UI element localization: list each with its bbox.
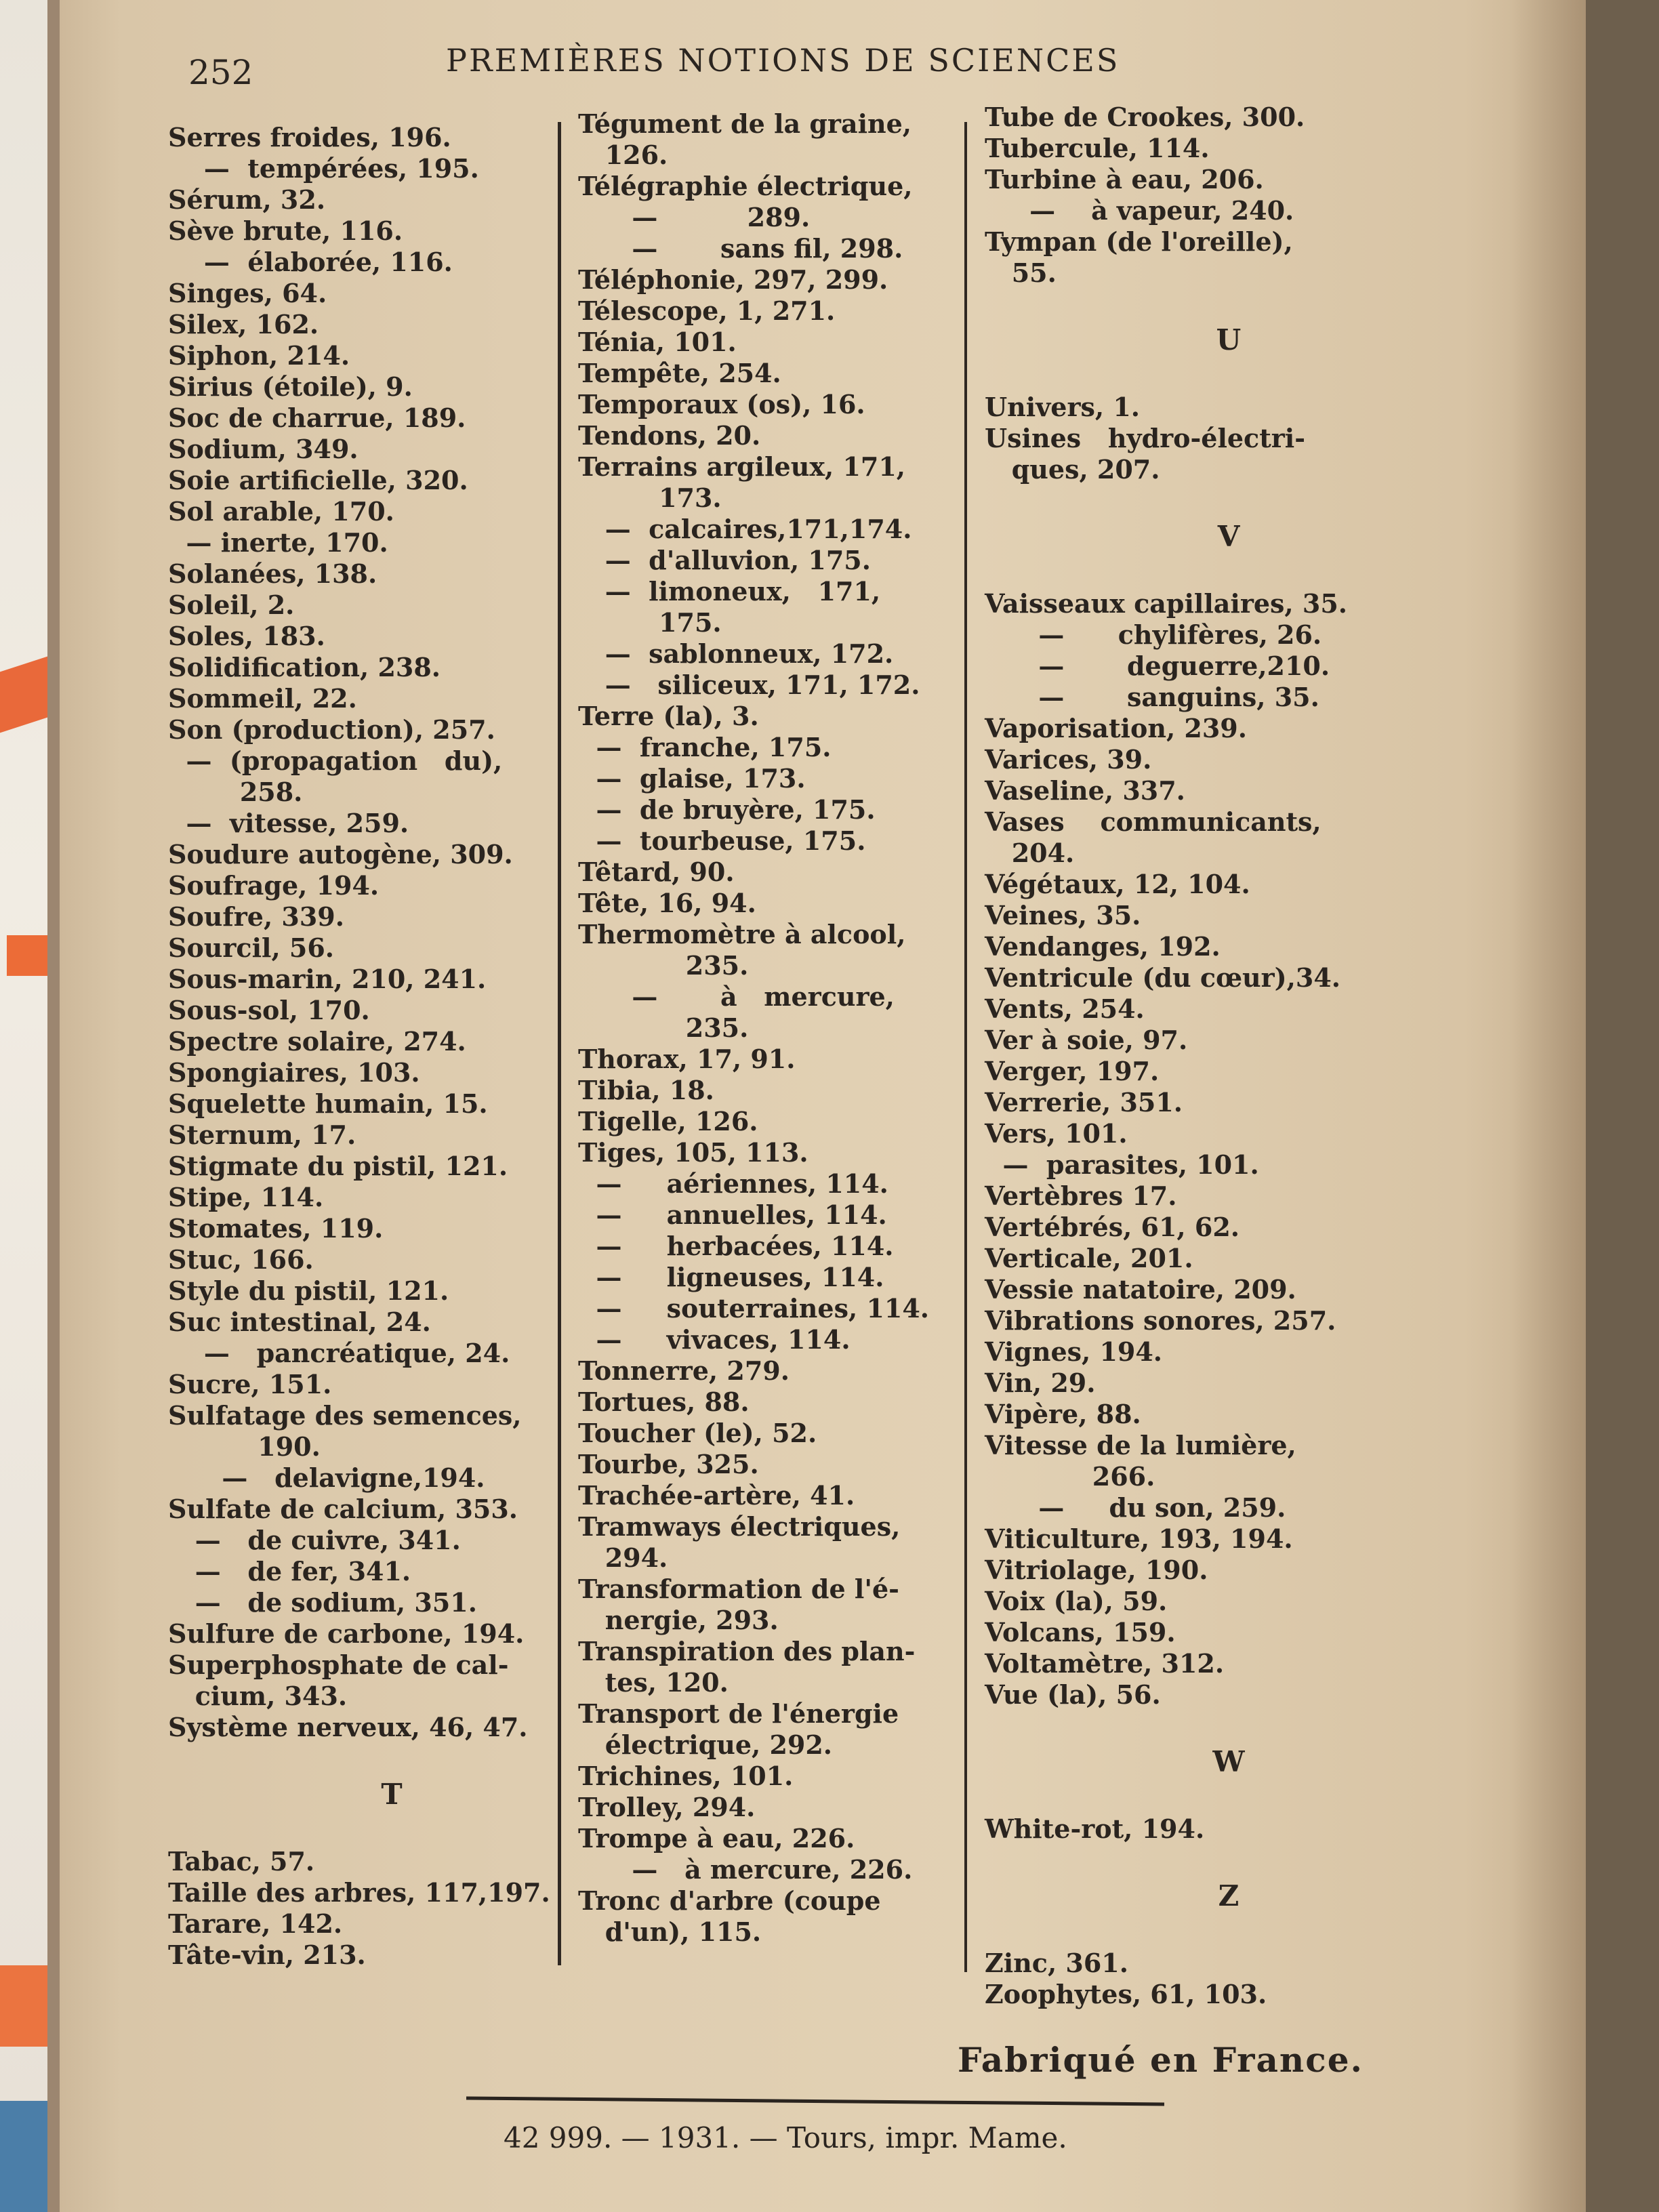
index-entry: Serres froides, 196. [168, 122, 451, 152]
index-entry: — annuelles, 114. [578, 1200, 887, 1230]
index-entry: Vue (la), 56. [985, 1679, 1161, 1710]
index-entry: Sucre, 151. [168, 1369, 332, 1399]
index-entry: ques, 207. [985, 454, 1160, 485]
index-entry: Singes, 64. [168, 278, 327, 308]
index-entry: Stipe, 114. [168, 1182, 324, 1212]
index-entry: Veines, 35. [985, 900, 1141, 930]
index-entry: Vessie natatoire, 209. [985, 1274, 1296, 1305]
index-entry: Ver à soie, 97. [985, 1025, 1188, 1055]
index-entry: Vases communicants, [985, 806, 1322, 837]
index-entry: Tympan (de l'oreille), [985, 226, 1293, 257]
index-entry: Stuc, 166. [168, 1244, 314, 1275]
index-entry: Superphosphate de cal- [168, 1650, 509, 1680]
index-entry: Sommeil, 22. [168, 683, 357, 714]
index-entry: Tâte-vin, 213. [168, 1940, 366, 1970]
index-entry: 173. [578, 483, 722, 513]
index-entry: Vers, 101. [985, 1118, 1128, 1149]
index-entry: — parasites, 101. [985, 1149, 1259, 1180]
index-entry: Suc intestinal, 24. [168, 1307, 431, 1337]
index-entry: — élaborée, 116. [168, 247, 453, 277]
index-entry: — vivaces, 114. [578, 1324, 851, 1355]
index-entry: Sirius (étoile), 9. [168, 371, 413, 402]
blank-line [985, 1917, 1473, 1948]
index-entry: Vents, 254. [985, 994, 1145, 1024]
index-entry: Tarare, 142. [168, 1908, 343, 1939]
index-entry: Style du pistil, 121. [168, 1275, 449, 1306]
book-page [47, 0, 1586, 2212]
index-column-3 [985, 102, 1473, 2010]
index-entry: — aériennes, 114. [578, 1168, 888, 1199]
blank-line [985, 557, 1473, 588]
index-entry: 235. [578, 950, 749, 981]
index-entry: — chylifères, 26. [985, 619, 1322, 650]
index-entry: Zinc, 361. [985, 1948, 1128, 1978]
index-entry: — du son, 259. [985, 1492, 1286, 1523]
index-entry: — tourbeuse, 175. [578, 825, 866, 856]
index-entry: — à mercure, [578, 981, 895, 1012]
index-entry: Sous-sol, 170. [168, 995, 370, 1025]
index-entry: Soufre, 339. [168, 901, 344, 932]
index-entry: Tortues, 88. [578, 1387, 750, 1417]
index-entry: Son (production), 257. [168, 714, 495, 745]
index-entry: — tempérées, 195. [168, 153, 479, 184]
page-number: 252 [188, 53, 253, 92]
index-entry: Tonnerre, 279. [578, 1355, 790, 1386]
index-entry: 55. [985, 258, 1057, 288]
index-entry: — de sodium, 351. [168, 1587, 477, 1618]
index-entry: Varices, 39. [985, 744, 1152, 775]
index-entry: Vertébrés, 61, 62. [985, 1212, 1240, 1242]
index-entry: — souterraines, 114. [578, 1293, 930, 1324]
index-entry: Taille des arbres, 117,197. [168, 1877, 550, 1908]
fabrique-label: Fabriqué en France. [958, 2040, 1364, 2080]
index-entry: Terrains argileux, 171, [578, 451, 905, 482]
index-entry: Verrerie, 351. [985, 1087, 1183, 1118]
index-entry: Toucher (le), 52. [578, 1418, 817, 1448]
index-entry: Végétaux, 12, 104. [985, 869, 1250, 899]
index-entry: — herbacées, 114. [578, 1231, 894, 1261]
index-entry: Trompe à eau, 226. [578, 1823, 855, 1853]
index-entry: Vipère, 88. [985, 1399, 1141, 1429]
section-letter: W [1212, 1745, 1245, 1778]
index-entry: Sous-marin, 210, 241. [168, 964, 487, 994]
index-entry: Sulfate de calcium, 353. [168, 1494, 518, 1524]
index-entry: — de fer, 341. [168, 1556, 411, 1586]
index-entry: Sève brute, 116. [168, 216, 403, 246]
index-entry: Télescope, 1, 271. [578, 295, 836, 326]
section-letter: U [1216, 323, 1242, 356]
index-entry: — vitesse, 259. [168, 808, 409, 838]
index-entry: Tramways électriques, [578, 1511, 901, 1542]
index-entry: Voltamètre, 312. [985, 1648, 1225, 1679]
index-entry: — de bruyère, 175. [578, 794, 876, 825]
index-entry: Vitriolage, 190. [985, 1555, 1208, 1585]
index-entry: 266. [985, 1461, 1155, 1492]
index-entry: — delavigne,194. [168, 1462, 485, 1493]
index-entry: Tendons, 20. [578, 420, 761, 451]
index-entry: Viticulture, 193, 194. [985, 1523, 1293, 1554]
index-entry: Sourcil, 56. [168, 933, 335, 963]
index-entry: 204. [985, 838, 1075, 868]
blank-line [985, 1782, 1473, 1814]
index-entry: Siphon, 214. [168, 340, 350, 371]
index-entry: Univers, 1. [985, 392, 1141, 422]
index-entry: — pancréatique, 24. [168, 1338, 510, 1368]
blank-line [985, 289, 1473, 320]
index-entry: Sérum, 32. [168, 184, 326, 215]
index-entry: Soie artificielle, 320. [168, 465, 468, 495]
index-entry: Trolley, 294. [578, 1792, 756, 1822]
index-entry: Transport de l'énergie [578, 1698, 899, 1729]
index-entry: — sablonneux, 172. [578, 638, 894, 669]
background-shape [0, 1965, 54, 2047]
imprint-line: 42 999. — 1931. — Tours, impr. Mame. [504, 2121, 1067, 2154]
index-entry: Trachée-artère, 41. [578, 1480, 855, 1511]
index-entry: — inerte, 170. [168, 527, 388, 558]
index-entry: Zoophytes, 61, 103. [985, 1979, 1267, 2009]
index-entry: Vignes, 194. [985, 1336, 1163, 1367]
index-entry: — deguerre,210. [985, 651, 1330, 681]
page-edge [1511, 0, 1586, 2212]
index-entry: Verticale, 201. [985, 1243, 1193, 1273]
index-entry: Turbine à eau, 206. [985, 164, 1264, 194]
index-entry: Volcans, 159. [985, 1617, 1176, 1647]
index-entry: Trichines, 101. [578, 1761, 794, 1791]
index-entry: Tube de Crookes, 300. [985, 102, 1305, 132]
running-head: PREMIÈRES NOTIONS DE SCIENCES [446, 42, 1120, 79]
index-column-1 [168, 122, 615, 1971]
index-column-2 [578, 108, 1025, 1948]
index-entry: Vaisseaux capillaires, 35. [985, 588, 1348, 619]
index-entry: Solidification, 238. [168, 652, 441, 682]
index-entry: Vendanges, 192. [985, 931, 1221, 962]
background-shape [7, 935, 47, 976]
index-entry: Têtard, 90. [578, 857, 735, 887]
index-entry: 235. [578, 1012, 749, 1043]
index-entry: White-rot, 194. [985, 1814, 1205, 1844]
index-entry: 126. [578, 140, 668, 170]
index-entry: Voix (la), 59. [985, 1586, 1168, 1616]
index-entry: nergie, 293. [578, 1605, 779, 1635]
index-entry: Soudure autogène, 309. [168, 839, 513, 869]
index-entry: Tourbe, 325. [578, 1449, 759, 1479]
index-entry: Temporaux (os), 16. [578, 389, 865, 419]
section-letter: Z [1218, 1879, 1240, 1912]
index-entry: Tigelle, 126. [578, 1106, 758, 1136]
index-entry: — de cuivre, 341. [168, 1525, 461, 1555]
index-entry: — limoneux, 171, [578, 576, 881, 607]
index-entry: Thermomètre à alcool, [578, 919, 906, 949]
index-entry: Tubercule, 114. [985, 133, 1210, 163]
index-entry: tes, 120. [578, 1667, 729, 1698]
index-entry: — franche, 175. [578, 732, 832, 762]
index-entry: Tégument de la graine, [578, 108, 912, 139]
index-entry: Tempête, 254. [578, 358, 781, 388]
index-entry: Ténia, 101. [578, 327, 737, 357]
index-entry: Stomates, 119. [168, 1213, 384, 1244]
index-entry: Vaseline, 337. [985, 775, 1185, 806]
index-entry: — à vapeur, 240. [985, 195, 1294, 226]
index-entry: Vaporisation, 239. [985, 713, 1247, 743]
index-entry: Tibia, 18. [578, 1075, 714, 1105]
index-entry: Solanées, 138. [168, 558, 377, 589]
index-entry: Soles, 183. [168, 621, 325, 651]
index-entry: Verger, 197. [985, 1056, 1160, 1086]
section-letter: V [1217, 520, 1240, 553]
index-entry: — calcaires,171,174. [578, 514, 912, 544]
blank-line [985, 361, 1473, 392]
index-entry: Tabac, 57. [168, 1846, 315, 1877]
index-entry: électrique, 292. [578, 1729, 833, 1760]
index-entry: — glaise, 173. [578, 763, 806, 794]
index-entry: Ventricule (du cœur),34. [985, 962, 1340, 993]
index-entry: Squelette humain, 15. [168, 1088, 488, 1119]
index-entry: Vertèbres 17. [985, 1181, 1177, 1211]
index-entry: Spectre solaire, 274. [168, 1026, 466, 1057]
index-entry: Soc de charrue, 189. [168, 403, 466, 433]
index-entry: Sulfure de carbone, 194. [168, 1618, 525, 1649]
index-entry: Terre (la), 3. [578, 701, 759, 731]
blank-line [168, 1743, 615, 1774]
index-entry: Usines hydro-électri- [985, 423, 1305, 453]
index-entry: — ligneuses, 114. [578, 1262, 884, 1292]
index-entry: — (propagation du), [168, 745, 503, 776]
index-entry: 190. [168, 1431, 321, 1462]
index-entry: Transpiration des plan- [578, 1636, 916, 1666]
index-entry: 258. [168, 777, 303, 807]
index-entry: Système nerveux, 46, 47. [168, 1712, 528, 1742]
index-entry: — sans fil, 298. [578, 233, 903, 264]
index-entry: Tête, 16, 94. [578, 888, 756, 918]
index-entry: Stigmate du pistil, 121. [168, 1151, 508, 1181]
index-entry: Vitesse de la lumière, [985, 1430, 1296, 1460]
index-entry: Tronc d'arbre (coupe [578, 1885, 881, 1916]
index-entry: — 289. [578, 202, 811, 232]
index-entry: — d'alluvion, 175. [578, 545, 871, 575]
index-entry: cium, 343. [168, 1681, 348, 1711]
section-letter: T [381, 1778, 403, 1811]
index-entry: — à mercure, 226. [578, 1854, 913, 1885]
index-entry: 175. [578, 607, 722, 638]
index-entry: — siliceux, 171, 172. [578, 670, 920, 700]
index-entry: — sanguins, 35. [985, 682, 1319, 712]
index-entry: Sodium, 349. [168, 434, 359, 464]
index-entry: Spongiaires, 103. [168, 1057, 420, 1088]
index-entry: Sternum, 17. [168, 1120, 356, 1150]
index-entry: Télégraphie électrique, [578, 171, 913, 201]
index-entry: Vibrations sonores, 257. [985, 1305, 1336, 1336]
bottom-rule [466, 2097, 1164, 2106]
index-entry: Sol arable, 170. [168, 496, 394, 527]
index-entry: Soleil, 2. [168, 590, 295, 620]
index-entry: Soufrage, 194. [168, 870, 380, 901]
index-entry: Sulfatage des semences, [168, 1400, 522, 1431]
index-entry: Téléphonie, 297, 299. [578, 264, 888, 295]
blank-line [985, 1845, 1473, 1876]
blank-line [985, 1711, 1473, 1742]
blank-line [985, 485, 1473, 516]
index-entry: Transformation de l'é- [578, 1574, 899, 1604]
index-entry: 294. [578, 1542, 668, 1573]
index-entry: d'un), 115. [578, 1917, 762, 1947]
index-entry: Silex, 162. [168, 309, 319, 340]
blank-line [168, 1815, 615, 1846]
index-entry: Vin, 29. [985, 1368, 1096, 1398]
index-entry: Thorax, 17, 91. [578, 1044, 796, 1074]
index-entry: Tiges, 105, 113. [578, 1137, 808, 1168]
